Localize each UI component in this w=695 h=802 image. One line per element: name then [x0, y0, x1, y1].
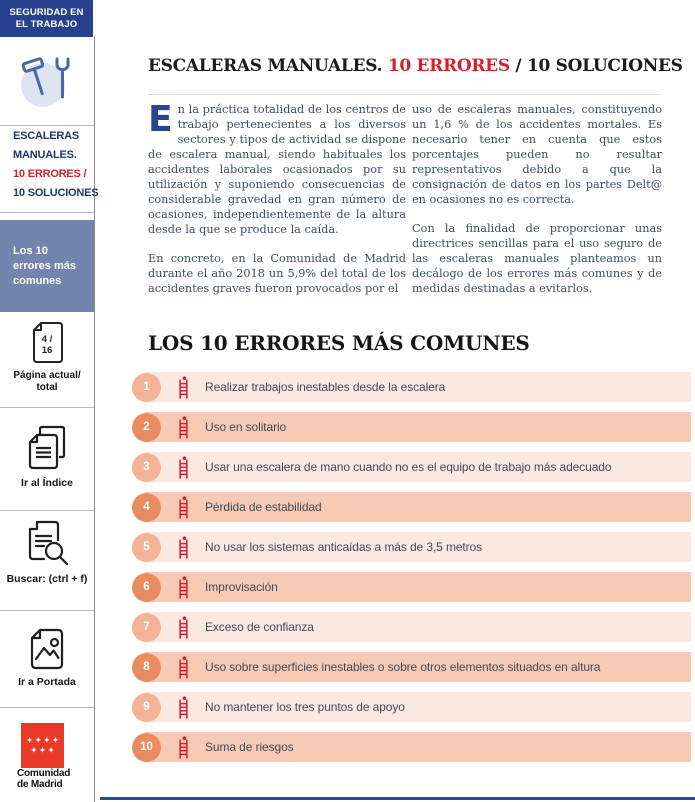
- error-ladder-icon: [175, 696, 191, 719]
- intro-column-left: [148, 99, 406, 310]
- sidebar-current-section-label: Los 10 errores más comunes: [13, 244, 76, 287]
- sidebar-section-divider: [0, 125, 94, 126]
- page-title-part3: / 10 SOLUCIONES: [509, 56, 683, 76]
- sidebar-header-line1: SEGURIDAD EN: [9, 7, 84, 18]
- sidebar-section-divider: [0, 707, 94, 708]
- error-number-badge: 1: [132, 373, 161, 402]
- intro-paragraph-4: Con la finalidad de proporcionar unas directrices sencillas para el uso seguro de las escaleras manuales planteamos un decálogo de los errores más comunes y de medidas destinadas a evitarlos.: [412, 222, 662, 295]
- footer-rule: [100, 797, 695, 800]
- sidebar-section-divider: [0, 510, 94, 511]
- sidebar-section-divider: [0, 212, 94, 213]
- error-ladder-icon: [175, 576, 191, 599]
- page-title-part1: ESCALERAS MANUALES.: [148, 56, 388, 76]
- sidebar-doc-title-line1: ESCALERAS: [13, 130, 80, 142]
- error-text: Exceso de confianza: [205, 620, 314, 634]
- section-title: LOS 10 ERRORES MÁS COMUNES: [148, 331, 530, 355]
- sidebar-section-divider: [0, 407, 94, 408]
- page-indicator-label: Página actual/ total: [13, 370, 81, 393]
- search-icon: [24, 518, 70, 568]
- error-row-8: [145, 652, 691, 682]
- intro-paragraph-3: uso de escaleras manuales, constituyendo un 1,6 % de los accidentes mortales. Es necesario tener en cuenta que estos porcentajes pueden no resultar representativos debido a que la consignación de datos en los partes Delt@ en ocasiones no es correcta.: [412, 103, 662, 206]
- search-button[interactable]: [0, 518, 94, 568]
- page-title-errors: 10 ERRORES: [387, 56, 510, 76]
- search-label[interactable]: Buscar: (ctrl + f): [6, 573, 88, 585]
- error-number-badge: 4: [132, 493, 161, 522]
- page-number-icon: [30, 320, 64, 366]
- sidebar-header-line2: EL TRABAJO: [15, 18, 78, 30]
- comunidad-madrid-flag: [21, 723, 64, 768]
- error-row-9: [145, 692, 691, 722]
- intro-paragraph-2: En concreto, en la Comunidad de Madrid durante el año 2018 un 5,9% del total de los accidentes graves fueron provocados por el: [148, 252, 406, 295]
- cover-icon: [27, 626, 67, 672]
- sidebar-doc-title: [13, 127, 98, 203]
- error-text: No usar los sistemas anticaídas a más de 3,5 metros: [205, 540, 483, 554]
- index-icon: [25, 424, 69, 470]
- page-indicator-total: 16: [41, 344, 53, 356]
- error-row-7: [145, 612, 691, 642]
- error-ladder-icon: [175, 376, 191, 399]
- flag-stars-row2: ✦✦✦: [30, 744, 57, 755]
- error-text: Pérdida de estabilidad: [205, 500, 322, 514]
- comunidad-madrid-logo-text: Comunidad de Madrid: [17, 768, 71, 790]
- error-text: Uso en solitario: [205, 420, 287, 434]
- sidebar-doc-title-line2: MANUALES.: [13, 149, 77, 161]
- error-number-badge: 2: [132, 413, 161, 442]
- error-ladder-icon: [175, 536, 191, 559]
- sidebar-doc-title-line3: 10 ERRORES /: [13, 168, 87, 180]
- error-text: Realizar trabajos inestables desde la escalera: [205, 380, 446, 394]
- error-number-badge: 5: [132, 533, 161, 562]
- error-text: No mantener los tres puntos de apoyo: [205, 700, 405, 714]
- page-indicator-current: 4 /: [41, 334, 53, 345]
- error-ladder-icon: [175, 736, 191, 759]
- error-text: Improvisación: [205, 580, 278, 594]
- error-row-3: [145, 452, 691, 482]
- error-ladder-icon: [175, 616, 191, 639]
- error-row-6: [145, 572, 691, 602]
- error-number-badge: 10: [132, 733, 161, 762]
- go-to-index-label[interactable]: Ir al Índice: [21, 477, 73, 489]
- error-row-10: [140, 732, 691, 762]
- error-row-4: [145, 492, 691, 522]
- tools-icon: [0, 40, 93, 122]
- error-number-badge: 8: [132, 653, 161, 682]
- error-text: Usar una escalera de mano cuando no es el equipo de trabajo más adecuado: [205, 460, 612, 474]
- title-rule: [148, 94, 661, 95]
- error-text: Uso sobre superficies inestables o sobre otros elementos situados en altura: [205, 660, 601, 674]
- error-ladder-icon: [175, 496, 191, 519]
- sidebar-current-section[interactable]: [0, 220, 94, 312]
- error-text: Suma de riesgos: [205, 740, 294, 754]
- error-number-badge: 6: [132, 573, 161, 602]
- error-ladder-icon: [175, 656, 191, 679]
- dropcap: E: [148, 99, 173, 140]
- error-number-badge: 7: [132, 613, 161, 642]
- sidebar-doc-title-line4: 10 SOLUCIONES: [13, 187, 99, 199]
- error-ladder-icon: [175, 416, 191, 439]
- flag-stars-row1: ✦✦✦✦: [26, 735, 61, 745]
- errors-list: [140, 372, 691, 772]
- go-to-index-button[interactable]: [0, 424, 94, 470]
- intro-paragraph-1: En la práctica totalidad de los centros de trabajo pertenecientes a los diversos sectores y tipos de actividad se dispone de escalera manual, siendo habituales los accidentes laborales ocasionados por su utilización y suponiendo consecuencias de considerable gravedad en gran número de ocasiones, independientemente de la altura desde la que se produce la caída.: [148, 99, 406, 236]
- go-to-cover-button[interactable]: [0, 626, 94, 672]
- error-row-2: [145, 412, 691, 442]
- error-ladder-icon: [175, 456, 191, 479]
- sidebar-header: [0, 0, 93, 37]
- sidebar-section-divider: [0, 610, 94, 611]
- error-row-5: [145, 532, 691, 562]
- go-to-cover-label[interactable]: Ir a Portada: [18, 676, 76, 688]
- intro-column-right: [412, 102, 662, 310]
- page-indicator: [30, 320, 64, 366]
- error-number-badge: 3: [132, 453, 161, 482]
- page-title: [148, 56, 683, 76]
- error-number-badge: 9: [132, 693, 161, 722]
- error-row-1: [145, 372, 691, 402]
